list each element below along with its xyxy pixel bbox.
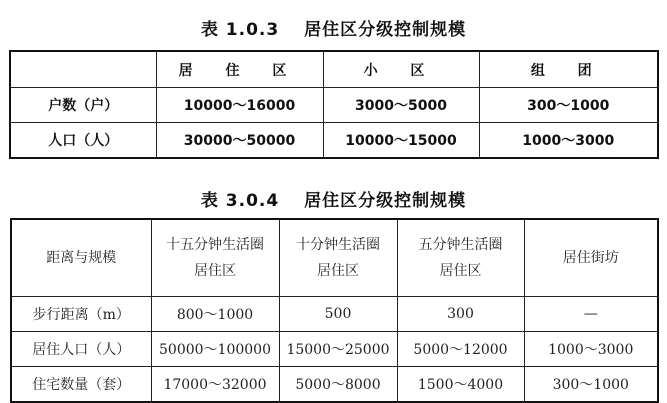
- table2-header-5min: 五分钟生活圈 居住区: [397, 219, 524, 297]
- table-cell: 500: [279, 297, 397, 332]
- table-cell: 300～1000: [524, 367, 658, 403]
- table1-caption-number: 表 1.0.3: [200, 20, 280, 40]
- table-row: [11, 297, 658, 332]
- table-cell: 300: [397, 297, 524, 332]
- table-cell: 10000～15000: [323, 123, 479, 159]
- table1-row-label-population: 人口（人）: [10, 123, 156, 159]
- table-row: [10, 123, 658, 159]
- table1-header-residential-district: 居 住 区: [156, 51, 323, 88]
- table2-caption-number: 表 3.0.4: [200, 191, 280, 211]
- table-cell: 15000～25000: [279, 332, 397, 367]
- table2-caption-title: 居住区分级控制规模: [304, 191, 467, 211]
- table-cell: 1000～3000: [479, 123, 658, 159]
- table-cell: 800～1000: [151, 297, 279, 332]
- table2-row-label-housing-units: 住宅数量（套）: [11, 367, 151, 403]
- table1-row-label-households: 户数（户）: [10, 88, 156, 123]
- table2-header-10min: 十分钟生活圈 居住区: [279, 219, 397, 297]
- table-cell: 17000～32000: [151, 367, 279, 403]
- table-cell: 1000～3000: [524, 332, 658, 367]
- table1-caption: [0, 15, 667, 40]
- table-cell: 3000～5000: [323, 88, 479, 123]
- table1-header-corner: [10, 51, 156, 88]
- table-cell: 1500～4000: [397, 367, 524, 403]
- table2-caption: [0, 186, 667, 211]
- table-row: [10, 88, 658, 123]
- table2-header-distance-scale: 距离与规模: [11, 219, 151, 297]
- table-cell: 30000～50000: [156, 123, 323, 159]
- table2-row-label-population: 居住人口（人）: [11, 332, 151, 367]
- table-cell: 5000～8000: [279, 367, 397, 403]
- table-cell: —: [524, 297, 658, 332]
- table2: [10, 218, 659, 403]
- table2-row-label-walking-distance: 步行距离（m）: [11, 297, 151, 332]
- table-cell: 50000～100000: [151, 332, 279, 367]
- table-cell: 10000～16000: [156, 88, 323, 123]
- table1: [9, 50, 659, 159]
- table1-header-row: [10, 51, 658, 88]
- table1-header-residential-group: 组 团: [479, 51, 658, 88]
- table-row: [11, 367, 658, 403]
- table1-caption-title: 居住区分级控制规模: [304, 20, 467, 40]
- table2-header-15min: 十五分钟生活圈 居住区: [151, 219, 279, 297]
- table2-header-block: 居住街坊: [524, 219, 658, 297]
- table-cell: 300～1000: [479, 88, 658, 123]
- table1-header-residential-quarter: 小 区: [323, 51, 479, 88]
- table-cell: 5000～12000: [397, 332, 524, 367]
- table2-header-row: [11, 219, 658, 297]
- table-row: [11, 332, 658, 367]
